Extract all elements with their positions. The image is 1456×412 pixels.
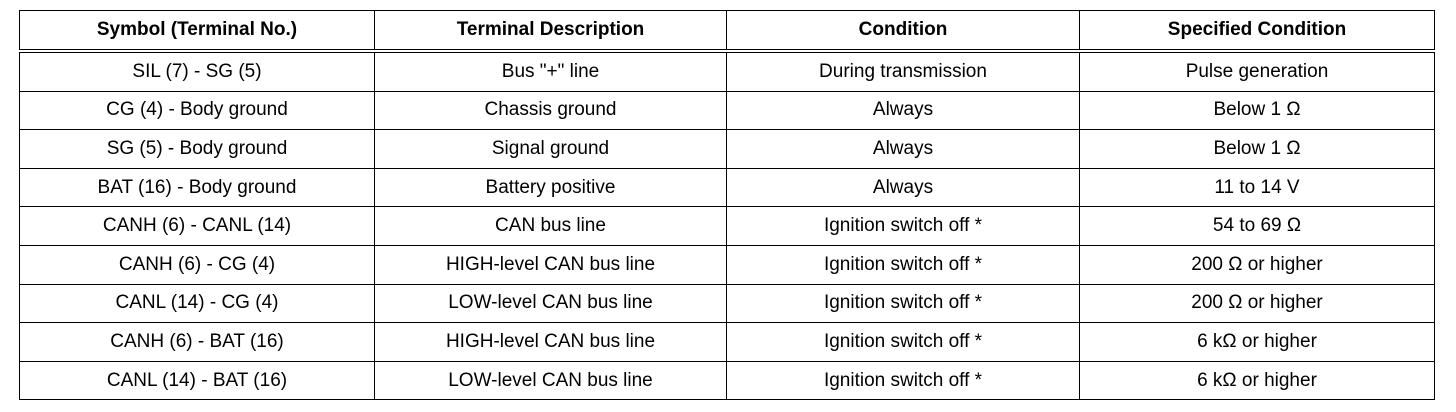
cell-terminal-description: Battery positive [375, 168, 727, 207]
cell-terminal-description: Signal ground [375, 130, 727, 169]
cell-condition: Always [727, 168, 1080, 207]
cell-symbol: CANH (6) - CG (4) [20, 245, 375, 284]
cell-symbol: SG (5) - Body ground [20, 130, 375, 169]
cell-specified-condition: 200 Ω or higher [1080, 245, 1435, 284]
table-header [20, 11, 1435, 52]
cell-specified-condition: Below 1 Ω [1080, 130, 1435, 169]
terminal-spec-table [19, 10, 1435, 400]
cell-symbol: CANL (14) - BAT (16) [20, 361, 375, 400]
cell-condition: Always [727, 130, 1080, 169]
table-row [20, 245, 1435, 284]
table-row [20, 361, 1435, 400]
cell-terminal-description: HIGH-level CAN bus line [375, 323, 727, 362]
header-condition: Condition [727, 11, 1080, 52]
table-row [20, 323, 1435, 362]
cell-specified-condition: 6 kΩ or higher [1080, 323, 1435, 362]
cell-symbol: SIL (7) - SG (5) [20, 51, 375, 91]
cell-terminal-description: LOW-level CAN bus line [375, 361, 727, 400]
terminal-spec-table-container [19, 10, 1434, 400]
cell-condition: Ignition switch off * [727, 323, 1080, 362]
cell-condition: Ignition switch off * [727, 207, 1080, 246]
cell-condition: Ignition switch off * [727, 284, 1080, 323]
cell-specified-condition: Below 1 Ω [1080, 91, 1435, 130]
cell-symbol: CG (4) - Body ground [20, 91, 375, 130]
cell-symbol: CANH (6) - CANL (14) [20, 207, 375, 246]
cell-specified-condition: 11 to 14 V [1080, 168, 1435, 207]
cell-terminal-description: Chassis ground [375, 91, 727, 130]
table-row [20, 51, 1435, 91]
cell-condition: Always [727, 91, 1080, 130]
cell-terminal-description: LOW-level CAN bus line [375, 284, 727, 323]
header-row [20, 11, 1435, 52]
cell-symbol: CANL (14) - CG (4) [20, 284, 375, 323]
table-row [20, 207, 1435, 246]
header-symbol: Symbol (Terminal No.) [20, 11, 375, 52]
cell-specified-condition: Pulse generation [1080, 51, 1435, 91]
cell-condition: During transmission [727, 51, 1080, 91]
cell-specified-condition: 200 Ω or higher [1080, 284, 1435, 323]
table-row [20, 284, 1435, 323]
cell-condition: Ignition switch off * [727, 361, 1080, 400]
cell-specified-condition: 54 to 69 Ω [1080, 207, 1435, 246]
table-row [20, 91, 1435, 130]
cell-terminal-description: CAN bus line [375, 207, 727, 246]
cell-terminal-description: HIGH-level CAN bus line [375, 245, 727, 284]
header-terminal-description: Terminal Description [375, 11, 727, 52]
table-body [20, 51, 1435, 400]
cell-specified-condition: 6 kΩ or higher [1080, 361, 1435, 400]
cell-terminal-description: Bus "+" line [375, 51, 727, 91]
table-row [20, 130, 1435, 169]
cell-symbol: BAT (16) - Body ground [20, 168, 375, 207]
cell-condition: Ignition switch off * [727, 245, 1080, 284]
table-row [20, 168, 1435, 207]
header-specified-condition: Specified Condition [1080, 11, 1435, 52]
cell-symbol: CANH (6) - BAT (16) [20, 323, 375, 362]
